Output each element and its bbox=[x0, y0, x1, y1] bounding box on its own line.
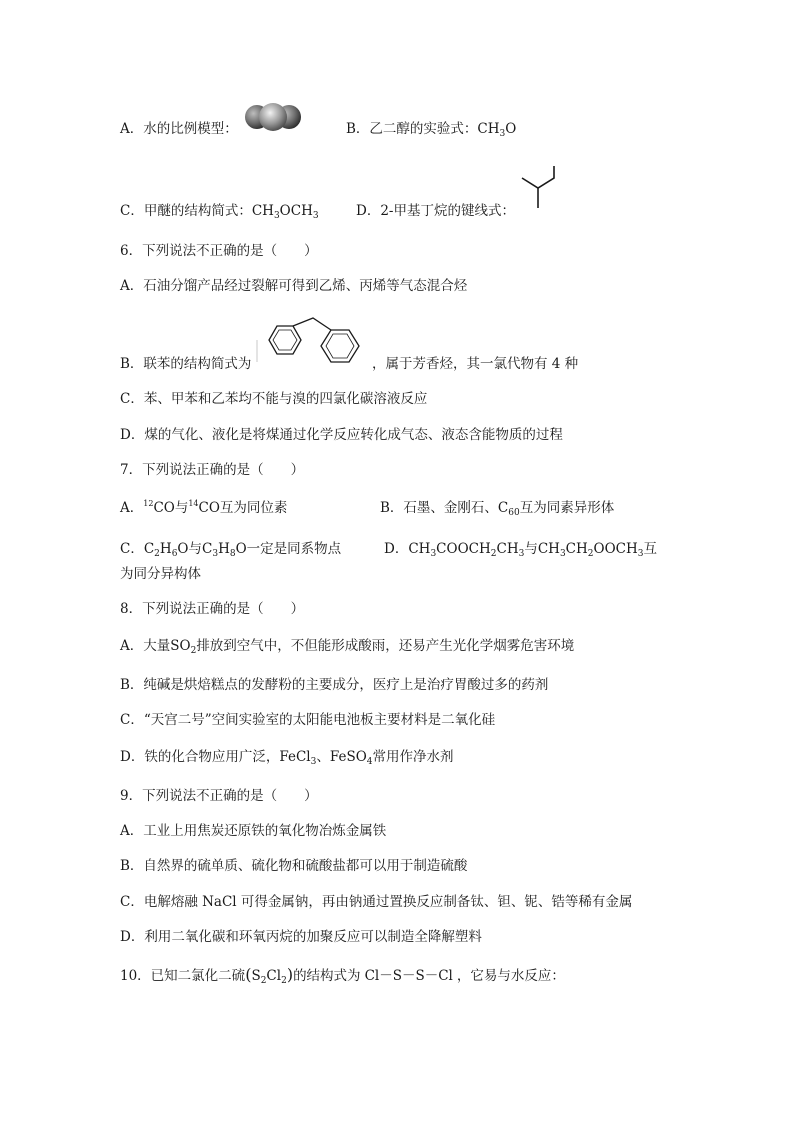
q8-option-b: B．纯碱是烘焙糕点的发酵粉的主要成分，医疗上是治疗胃酸过多的药剂 bbox=[120, 677, 549, 693]
q7-c-h: H bbox=[159, 541, 172, 557]
q10-stem bbox=[120, 966, 565, 985]
q7-option-a bbox=[120, 499, 287, 517]
diphenylmethane-structure-icon bbox=[255, 310, 377, 378]
q8-a-sub: 2 bbox=[190, 646, 197, 656]
q6-option-a: A．石油分馏产品经过裂解可得到乙烯、丙烯等气态混合烃 bbox=[120, 278, 468, 294]
q10-cl: Cl bbox=[266, 968, 282, 984]
q10-paren-close: ) bbox=[286, 965, 294, 984]
q5-option-a bbox=[120, 120, 238, 138]
q7-d-p2: COOCH bbox=[436, 541, 491, 557]
q7-b-suffix: 互为同素异形体 bbox=[519, 500, 615, 516]
q8-a-label: A．大量SO bbox=[120, 638, 191, 654]
q7-d-sub2: 2 bbox=[490, 549, 497, 559]
q7-a-sup1: 12 bbox=[143, 499, 154, 508]
q7-d-p5: CH bbox=[565, 541, 588, 557]
q7-b-sub: 60 bbox=[508, 508, 520, 518]
q8-d-sub2: 4 bbox=[366, 757, 373, 767]
q7-d-p6: OOCH bbox=[593, 541, 638, 557]
q8-d-suffix: 常用作净水剂 bbox=[372, 749, 454, 765]
q7-c-o: O与C bbox=[177, 541, 213, 557]
q7-d-sub5: 2 bbox=[587, 549, 594, 559]
q7-d-p7: 互 bbox=[643, 541, 657, 557]
q7-b-label: B．石墨、金刚石、C bbox=[380, 500, 509, 516]
q8-stem: 8．下列说法正确的是（ ） bbox=[120, 601, 305, 617]
water-space-filling-model-icon bbox=[243, 100, 303, 134]
q5-option-b bbox=[346, 120, 516, 138]
q7-d-label: D．CH bbox=[384, 541, 431, 557]
q8-option-c: C．“天宫二号”空间实验室的太阳能电池板主要材料是二氧化硅 bbox=[120, 712, 496, 728]
q9-option-d: D．利用二氧化碳和环氧丙烷的加聚反应可以制造全降解塑料 bbox=[120, 929, 482, 945]
q7-c-suffix: O一定是同系物点 bbox=[235, 541, 342, 557]
q7-d-sub1: 3 bbox=[430, 549, 437, 559]
q9-option-b: B．自然界的硫单质、硫化物和硫酸盐都可以用于制造硫酸 bbox=[120, 858, 468, 874]
q7-a-mid2: CO互为同位素 bbox=[198, 500, 288, 516]
q7-stem: 7．下列说法正确的是（ ） bbox=[120, 462, 305, 478]
q7-c-sub2: 6 bbox=[171, 549, 178, 559]
q6-option-c: C．苯、甲苯和乙苯均不能与溴的四氯化碳溶液反应 bbox=[120, 391, 428, 407]
q9-option-a: A．工业上用焦炭还原铁的氧化物冶炼金属铁 bbox=[120, 823, 387, 839]
q8-d-mid: 、FeSO bbox=[316, 749, 367, 765]
q8-d-label: D．铁的化合物应用广泛，FeCl bbox=[120, 749, 311, 765]
q7-d-sub6: 3 bbox=[637, 549, 644, 559]
q7-option-c bbox=[120, 540, 341, 558]
q5-b-suffix: O bbox=[505, 121, 517, 137]
q10-sub2: 2 bbox=[281, 976, 287, 986]
q8-option-a bbox=[120, 637, 574, 655]
q8-option-d bbox=[120, 748, 454, 766]
q7-option-b bbox=[380, 499, 614, 517]
q7-c-h2: H bbox=[218, 541, 230, 557]
q5-c-sub2: 3 bbox=[312, 211, 319, 221]
q6-b-suffix: ，属于芳香烃，其一氯代物有 4 种 bbox=[372, 356, 579, 372]
q10-paren-open: ( bbox=[245, 965, 252, 984]
q7-a-sup2: 14 bbox=[188, 499, 199, 508]
q10-prefix: 10．已知二氯化二硫 bbox=[120, 968, 246, 984]
q10-mid: 的结构式为 bbox=[293, 968, 361, 984]
q10-suffix: ，它易与水反应： bbox=[456, 968, 565, 984]
q7-c-sub1: 2 bbox=[154, 549, 160, 559]
q10-s: S bbox=[251, 968, 261, 984]
q10-formula: Cl－S－S－Cl bbox=[364, 968, 453, 984]
q6-option-d: D．煤的气化、液化是将煤通过化学反应转化成气态、液态含能物质的过程 bbox=[120, 427, 563, 443]
q6-stem: 6．下列说法不正确的是（ ） bbox=[120, 243, 318, 259]
q7-c-sub4: 8 bbox=[229, 549, 236, 559]
q7-d-p4: 与CH bbox=[524, 541, 560, 557]
q10-sub1: 2 bbox=[260, 976, 267, 986]
q6-option-b bbox=[120, 355, 251, 373]
q7-c-label: C．C bbox=[120, 541, 155, 557]
q7-a-label: A． bbox=[120, 500, 144, 516]
q5-a-label: A．水的比例模型： bbox=[120, 121, 238, 137]
q9-stem: 9．下列说法不正确的是（ ） bbox=[120, 788, 318, 804]
q7-a-mid1: CO与 bbox=[153, 500, 189, 516]
q5-c-label: C．甲醚的结构简式：CH bbox=[120, 203, 274, 219]
q7-d-sub3: 3 bbox=[518, 549, 525, 559]
q5-b-sub: 3 bbox=[499, 129, 506, 139]
q5-option-d bbox=[356, 202, 515, 220]
q7-d-sub4: 3 bbox=[559, 549, 566, 559]
q8-d-sub1: 3 bbox=[310, 757, 317, 767]
q7-c-sub3: 3 bbox=[212, 549, 219, 559]
q5-c-mid: OCH bbox=[279, 203, 313, 219]
q5-b-label: B．乙二醇的实验式：CH bbox=[346, 121, 500, 137]
2-methylbutane-skeletal-icon bbox=[518, 164, 558, 212]
q8-a-suffix: 排放到空气中，不但能形成酸雨，还易产生光化学烟雾危害环境 bbox=[196, 638, 575, 654]
q5-c-sub1: 3 bbox=[273, 211, 280, 221]
q7-option-d-line2: 为同分异构体 bbox=[120, 566, 201, 582]
q7-option-d bbox=[384, 540, 657, 558]
q9-option-c: C．电解熔融 NaCl 可得金属钠，再由钠通过置换反应制备钛、钽、铌、锆等稀有金属 bbox=[120, 894, 633, 910]
q5-d-label: D．2-甲基丁烷的键线式： bbox=[356, 203, 515, 219]
q6-b-label: B．联苯的结构简式为 bbox=[120, 356, 252, 372]
q5-option-c bbox=[120, 202, 319, 220]
q7-d-p3: CH bbox=[496, 541, 519, 557]
